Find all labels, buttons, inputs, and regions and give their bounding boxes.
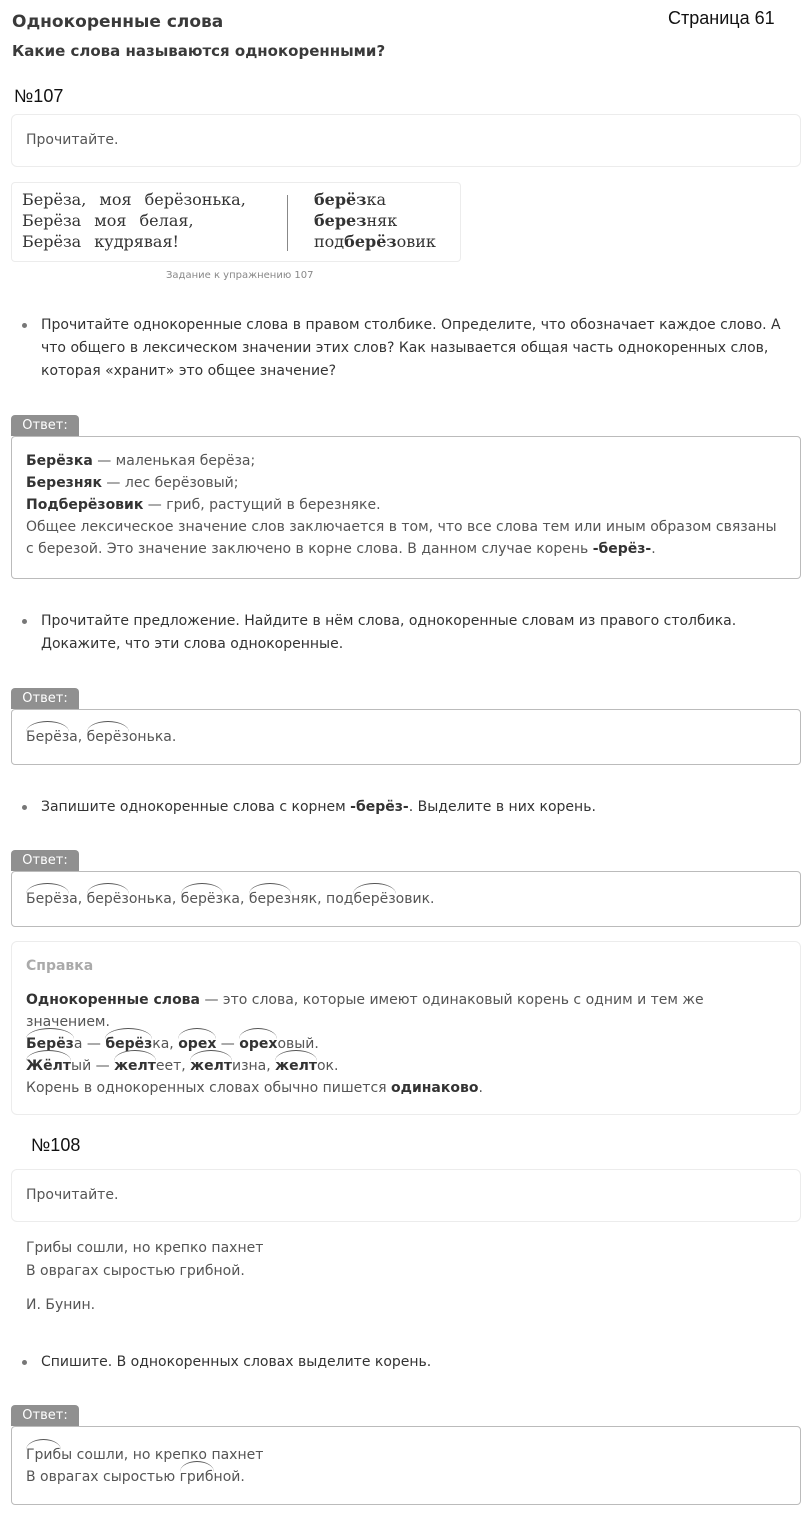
bullet-icon xyxy=(22,323,27,328)
reference-text: — это слова, которые имеют одинаковый корень с одним и тем же значением. xyxy=(26,992,704,1030)
rule-bold: одинаково xyxy=(391,1080,479,1096)
answer-box xyxy=(11,871,801,927)
poem-figure xyxy=(11,182,461,262)
bullet-icon xyxy=(22,619,27,624)
root-mark: берез xyxy=(249,888,291,910)
exercise-number-108: №108 xyxy=(31,1135,81,1155)
poem-line: Берёза моя белая, xyxy=(22,211,194,230)
line-rest: ы сошли, но крепко пахнет xyxy=(61,1447,264,1463)
word-ending: овик. xyxy=(395,891,435,907)
word-prefix: под xyxy=(326,891,354,907)
instruction-card-107 xyxy=(11,114,801,167)
line-start: В оврагах сыростью xyxy=(26,1469,180,1485)
exercise-number-107: №107 xyxy=(14,86,64,106)
task-text: Прочитайте предложение. Найдите в нём слова, однокоренные словам из правого столбика. Докажите, что эти слова однокоренные. xyxy=(41,613,737,652)
root-mark: Берёз xyxy=(26,888,69,910)
answer-box xyxy=(11,436,801,579)
word-ending: онька. xyxy=(128,729,177,745)
reference-example xyxy=(26,1055,786,1077)
task-text xyxy=(41,796,782,819)
word-item xyxy=(314,210,436,231)
poem-line: В оврагах сыростью грибной. xyxy=(26,1263,245,1279)
word-item xyxy=(314,231,436,252)
topic-question: Какие слова называются однокоренными? xyxy=(12,42,386,60)
definition-text: — гриб, растущий в березняке. xyxy=(143,497,381,513)
root-mark: Берёз xyxy=(26,1033,74,1055)
root-mark: Гриб xyxy=(26,1444,61,1466)
task-text-part: . Выделите в них корень. xyxy=(408,799,596,815)
task-item xyxy=(22,610,782,656)
rule-end: . xyxy=(478,1080,483,1096)
reference-rule xyxy=(26,1077,786,1099)
word-root: берёз xyxy=(314,190,367,209)
definition-term: Берёзка xyxy=(26,453,93,469)
word-ending: а, xyxy=(69,729,87,745)
answer-summary xyxy=(26,516,786,560)
dash: — xyxy=(82,1036,106,1052)
answer-tab: Ответ: xyxy=(11,1405,79,1426)
word-ending: изна, xyxy=(231,1058,276,1074)
root-mark: берёз xyxy=(105,1033,152,1055)
word-root: берез xyxy=(314,211,367,230)
word-ending: ка, xyxy=(222,891,249,907)
task-root: -берёз- xyxy=(350,799,409,815)
summary-end: . xyxy=(651,541,656,557)
instruction-text: Прочитайте. xyxy=(26,1187,119,1203)
root-mark: желт xyxy=(114,1055,156,1077)
instruction-card-108 xyxy=(11,1169,801,1222)
word-ending: ый xyxy=(71,1058,92,1074)
definition-line xyxy=(26,494,786,516)
word-ending: няк xyxy=(366,211,398,230)
word-item xyxy=(314,189,436,210)
definition-text: — маленькая берёза; xyxy=(92,453,256,469)
definition-line xyxy=(26,472,786,494)
root-mark: берёз xyxy=(87,888,129,910)
root-mark: орех xyxy=(178,1033,216,1055)
word-ending: еет, xyxy=(155,1058,191,1074)
figure-caption: Задание к упражнению 107 xyxy=(166,270,314,281)
summary-root: -берёз- xyxy=(592,541,652,557)
root-mark: гриб xyxy=(180,1466,214,1488)
word-ending: онька, xyxy=(128,891,181,907)
poem-line: Берёза, моя берёзонька, xyxy=(22,190,246,209)
root-mark: берёз xyxy=(181,888,223,910)
dash: — xyxy=(216,1036,240,1052)
task-item xyxy=(22,314,782,383)
poem-lines xyxy=(22,189,246,252)
word-ending: овый. xyxy=(277,1036,319,1052)
bullet-icon xyxy=(22,805,27,810)
bullet-icon xyxy=(22,1360,27,1365)
poem-line: Грибы сошли, но крепко пахнет xyxy=(26,1240,264,1256)
poem-108 xyxy=(26,1237,263,1283)
task-text-part: Запишите однокоренные слова с корнем xyxy=(41,799,351,815)
word-root: берёз xyxy=(344,232,397,251)
definition-term: Березняк xyxy=(26,475,102,491)
reference-title: Справка xyxy=(26,958,94,974)
task-item xyxy=(22,796,782,819)
poem-line: Берёза кудрявая! xyxy=(22,232,179,251)
word-ending: овик xyxy=(396,232,436,251)
rule-text: Корень в однокоренных словах обычно пишется xyxy=(26,1080,392,1096)
word-ending: ка xyxy=(366,190,386,209)
answer-box xyxy=(11,1426,801,1505)
definition-line xyxy=(26,450,786,472)
word-ending: а xyxy=(73,1036,83,1052)
summary-text: Общее лексическое значение слов заключается в том, что все слова тем или иным образом связаны с березой. Это значение заключено в корне слова. В данном случае корень xyxy=(26,519,777,557)
task-item xyxy=(22,1351,782,1374)
root-mark: орех xyxy=(239,1033,277,1055)
answer-tab: Ответ: xyxy=(11,415,79,436)
reference-card xyxy=(11,941,801,1115)
word-ending: ной. xyxy=(213,1469,245,1485)
reference-term: Однокоренные слова xyxy=(26,992,200,1008)
dash: — xyxy=(91,1058,115,1074)
reference-definition xyxy=(26,989,786,1033)
root-mark: Жёлт xyxy=(26,1055,71,1077)
answer-tab: Ответ: xyxy=(11,850,79,871)
word-column xyxy=(314,189,436,252)
root-mark: берёз xyxy=(353,888,395,910)
answer-line xyxy=(26,1444,786,1466)
answer-line xyxy=(26,1466,786,1488)
page-number: Страница 61 xyxy=(668,8,775,28)
poem-author: И. Бунин. xyxy=(26,1297,96,1313)
word-ending: ок. xyxy=(316,1058,339,1074)
definition-text: — лес берёзовый; xyxy=(101,475,239,491)
instruction-text: Прочитайте. xyxy=(26,132,119,148)
word-ending: ка, xyxy=(152,1036,179,1052)
task-text: Прочитайте однокоренные слова в правом столбике. Определите, что обозначает каждое слово. А что общего в лексическом значении этих слов? Как называется общая часть однокоренных слов, которая «хранит» это общее значение? xyxy=(41,317,781,379)
topic-title: Однокоренные слова xyxy=(12,12,224,32)
word-ending: а, xyxy=(69,891,87,907)
word-ending: няк, xyxy=(291,891,327,907)
root-mark: желт xyxy=(190,1055,232,1077)
answer-box xyxy=(11,709,801,765)
root-mark: берёз xyxy=(87,726,129,748)
root-mark: Берёз xyxy=(26,726,69,748)
column-divider xyxy=(287,195,288,251)
task-text: Спишите. В однокоренных словах выделите корень. xyxy=(41,1354,432,1370)
definition-term: Подберёзовик xyxy=(26,497,144,513)
root-mark: желт xyxy=(275,1055,317,1077)
answer-tab: Ответ: xyxy=(11,688,79,709)
word-prefix: под xyxy=(314,232,345,251)
